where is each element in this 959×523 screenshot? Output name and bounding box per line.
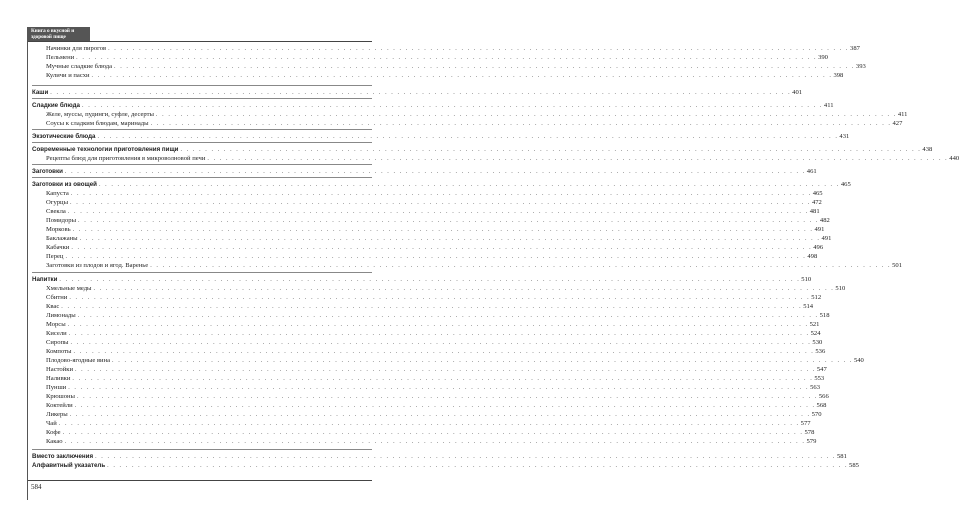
toc-page-number: 431: [839, 133, 850, 140]
toc-entry[interactable]: [32, 393, 829, 402]
toc-page-number: 578: [804, 429, 815, 436]
leader-dots: . . . . . . . . . . . . . . . . . . . . . . . . . . . . . . . . . . . . . . . . . . . . . . . . . . . . . . . . . . . . . . . . . . . . . . . . . . . . . . . . . . . . . . . . . . . . . . . . . . . . . . . . . . . . . . . . . . . . . . . .: [72, 376, 814, 382]
leader-dots: . . . . . . . . . . . . . . . . . . . . . . . . . . . . . . . . . . . . . . . . . . . . . . . . . . . . . . . . . . . . . . . . . . . . . . . . . . . . . . . . . . . . . . . . . . . . . . . . . . . . . . . . . . . . . . . . . . . . . . . .: [72, 227, 814, 233]
toc-page-number: 553: [814, 375, 825, 382]
toc-page-number: 579: [806, 438, 817, 445]
toc-entry[interactable]: [32, 244, 824, 253]
toc-label: Алфавитный указатель: [32, 462, 106, 469]
toc-label: Мучные сладкие блюда: [46, 63, 113, 70]
toc-page-number: 563: [810, 384, 820, 391]
toc-label: Коктейли: [46, 402, 73, 409]
toc-label: Вместо заключения: [32, 453, 94, 460]
toc-page-number: 438: [922, 146, 933, 153]
toc-entry[interactable]: [32, 294, 822, 303]
page-number: 584: [31, 483, 42, 491]
toc-entry[interactable]: [32, 411, 822, 420]
toc-page-number: 465: [840, 181, 851, 188]
toc-entry[interactable]: [32, 208, 820, 217]
toc-entry[interactable]: [32, 262, 903, 271]
toc-entry[interactable]: [32, 321, 820, 330]
leader-dots: . . . . . . . . . . . . . . . . . . . . . . . . . . . . . . . . . . . . . . . . . . . . . . . . . . . . . . . . . . . . . . . . . . . . . . . . . . . . . . . . . . . . . . . . . . . . . . . . . . . . . . . . . . . . . . . . . . . . . . . .: [62, 430, 804, 436]
leader-dots: . . . . . . . . . . . . . . . . . . . . . . . . . . . . . . . . . . . . . . . . . . . . . . . . . . . . . . . . . . . . . . . . . . . . . . . . . . . . . . . . . . . . . . . . . . . . . . . . . . . . . . . . . . . . . . . . . . . . . . . .: [107, 463, 849, 469]
toc-label: Каши: [32, 89, 49, 96]
leader-dots: . . . . . . . . . . . . . . . . . . . . . . . . . . . . . . . . . . . . . . . . . . . . . . . . . . . . . . . . . . . . . . . . . . . . . . . . . . . . . . . . . . . . . . . . . . . . . . . . . . . . . . . . . . . . . . . . . . . . . . . .: [70, 200, 811, 206]
leader-dots: . . . . . . . . . . . . . . . . . . . . . . . . . . . . . . . . . . . . . . . . . . . . . . . . . . . . . . . . . . . . . . . . . . . . . . . . . . . . . . . . . . . . . . . . . . . . . . . . . . . . . . . . . . . . . . . . . . . . . . . .: [79, 236, 821, 242]
leader-dots: . . . . . . . . . . . . . . . . . . . . . . . . . . . . . . . . . . . . . . . . . . . . . . . . . . . . . . . . . . . . . . . . . . . . . . . . . . . . . . . . . . . . . . . . . . . . . . . . . . . . . . . . . . . . . . . . . . . . . . . .: [58, 421, 800, 427]
toc-page-number: 585: [849, 462, 859, 469]
toc-section[interactable]: [32, 168, 817, 177]
section-divider: [32, 164, 372, 165]
toc-label: Пунши: [46, 384, 67, 391]
toc-entry[interactable]: [32, 226, 825, 235]
toc-page-number: 530: [812, 339, 823, 346]
toc-page-number: 501: [892, 262, 903, 269]
toc-entry[interactable]: [32, 285, 846, 294]
toc-entry[interactable]: [32, 253, 818, 262]
toc-label: Морковь: [46, 226, 71, 233]
toc-entry[interactable]: [32, 72, 844, 81]
toc-page-number: 536: [815, 348, 826, 355]
toc-entry[interactable]: [32, 111, 908, 120]
leader-dots: . . . . . . . . . . . . . . . . . . . . . . . . . . . . . . . . . . . . . . . . . . . . . . . . . . . . . . . . . . . . . . . . . . . . . . . . . . . . . . . . . . . . . . . . . . . . . . . . . . . . . . . . . . . . . . . . . . . . . . . .: [93, 286, 835, 292]
leader-dots: . . . . . . . . . . . . . . . . . . . . . . . . . . . . . . . . . . . . . . . . . . . . . . . . . . . . . . . . . . . . . . . . . . . . . . . . . . . . . . . . . . . . . . . . . . . . . . . . . . . . . . . . . . . . . . . . . . . . . . . .: [69, 412, 811, 418]
toc-page-number: 512: [811, 294, 822, 301]
toc-label: Сиропы: [46, 339, 69, 346]
leader-dots: . . . . . . . . . . . . . . . . . . . . . . . . . . . . . . . . . . . . . . . . . . . . . . . . . . . . . . . . . . . . . . . . . . . . . . . . . . . . . . . . . . . . . . . . . . . . . . . . . . . . . . . . . . . . . . . . . . . . . . . .: [74, 367, 816, 373]
leader-dots: . . . . . . . . . . . . . . . . . . . . . . . . . . . . . . . . . . . . . . . . . . . . . . . . . . . . . . . . . . . . . . . . . . . . . . . . . . . . . . . . . . . . . . . . . . . . . . . . . . . . . . . . . . . . . . . . . . . . . . . .: [108, 46, 850, 52]
leader-dots: . . . . . . . . . . . . . . . . . . . . . . . . . . . . . . . . . . . . . . . . . . . . . . . . . . . . . . . . . . . . . . . . . . . . . . . . . . . . . . . . . . . . . . . . . . . . . . . . . . . . . . . . . . . . . . . . . . . . . . . .: [70, 191, 812, 197]
section-divider: [32, 98, 372, 99]
toc-page-number: 510: [835, 285, 846, 292]
left-margin-rule: [27, 27, 28, 500]
section-divider: [32, 272, 372, 273]
toc-label: Желе, муссы, пудинги, суфле, десерты: [46, 111, 154, 118]
toc-section[interactable]: [32, 89, 803, 98]
toc-page-number: 498: [807, 253, 818, 260]
leader-dots: . . . . . . . . . . . . . . . . . . . . . . . . . . . . . . . . . . . . . . . . . . . . . . . . . . . . . . . . . . . . . . . . . . . . . . . . . . . . . . . . . . . . . . . . . . . . . . . . . . . . . . . . . . . . . . . . . . . . . . . .: [91, 73, 833, 79]
toc-entry[interactable]: [32, 348, 826, 357]
toc-label: Какао: [46, 438, 63, 445]
toc-entry[interactable]: [32, 438, 817, 447]
toc-entry[interactable]: [32, 330, 821, 339]
header-rule: [28, 41, 372, 42]
toc-label: Современные технологии приготовления пищи: [32, 146, 179, 153]
toc-label: Пельмени: [46, 54, 75, 61]
toc-label: Перец: [46, 253, 64, 260]
toc-entry[interactable]: [32, 120, 903, 129]
section-divider: [32, 142, 372, 143]
leader-dots: . . . . . . . . . . . . . . . . . . . . . . . . . . . . . . . . . . . . . . . . . . . . . . . . . . . . . . . . . . . . . . . . . . . . . . . . . . . . . . . . . . . . . . . . . . . . . . . . . . . . . . . . . . . . . . . . . . . . . . . .: [207, 156, 949, 162]
section-divider: [32, 85, 372, 86]
toc-label: Сбитни: [46, 294, 68, 301]
toc-entry[interactable]: [32, 366, 827, 375]
leader-dots: . . . . . . . . . . . . . . . . . . . . . . . . . . . . . . . . . . . . . . . . . . . . . . . . . . . . . . . . . . . . . . . . . . . . . . . . . . . . . . . . . . . . . . . . . . . . . . . . . . . . . . . . . . . . . . . . . . . . . . . .: [114, 64, 855, 70]
leader-dots: . . . . . . . . . . . . . . . . . . . . . . . . . . . . . . . . . . . . . . . . . . . . . . . . . . . . . . . . . . . . . . . . . . . . . . . . . . . . . . . . . . . . . . . . . . . . . . . . . . . . . . . . . . . . . . . . . . . . . . . .: [73, 349, 815, 355]
toc-page-number: 411: [823, 102, 834, 109]
section-divider: [32, 129, 372, 130]
toc-label: Лимонады: [46, 312, 76, 319]
toc-page-number: 577: [800, 420, 811, 427]
toc-page-number: 491: [821, 235, 832, 242]
leader-dots: . . . . . . . . . . . . . . . . . . . . . . . . . . . . . . . . . . . . . . . . . . . . . . . . . . . . . . . . . . . . . . . . . . . . . . . . . . . . . . . . . . . . . . . . . . . . . . . . . . . . . . . . . . . . . . . . . . . . . . . .: [78, 218, 819, 224]
running-header: Книга о вкусной и здоровой пище: [28, 27, 90, 41]
toc-label: Кофе: [46, 429, 61, 436]
leader-dots: . . . . . . . . . . . . . . . . . . . . . . . . . . . . . . . . . . . . . . . . . . . . . . . . . . . . . . . . . . . . . . . . . . . . . . . . . . . . . . . . . . . . . . . . . . . . . . . . . . . . . . . . . . . . . . . . . . . . . . . .: [82, 103, 823, 109]
toc-entry[interactable]: [32, 402, 827, 411]
toc-label: Капуста: [46, 190, 69, 197]
toc-label: Заготовки: [32, 168, 63, 175]
toc-label: Плодово-ягодные вина: [46, 357, 111, 364]
leader-dots: . . . . . . . . . . . . . . . . . . . . . . . . . . . . . . . . . . . . . . . . . . . . . . . . . . . . . . . . . . . . . . . . . . . . . . . . . . . . . . . . . . . . . . . . . . . . . . . . . . . . . . . . . . . . . . . . . . . . . . . .: [95, 454, 836, 460]
toc-page-number: 570: [811, 411, 822, 418]
toc-page-number: 510: [801, 276, 812, 283]
toc-label: Огурцы: [46, 199, 69, 206]
toc-section[interactable]: [32, 146, 933, 155]
toc-entry[interactable]: [32, 155, 959, 164]
leader-dots: . . . . . . . . . . . . . . . . . . . . . . . . . . . . . . . . . . . . . . . . . . . . . . . . . . . . . . . . . . . . . . . . . . . . . . . . . . . . . . . . . . . . . . . . . . . . . . . . . . . . . . . . . . . . . . . . . . . . . . . .: [64, 169, 806, 175]
leader-dots: . . . . . . . . . . . . . . . . . . . . . . . . . . . . . . . . . . . . . . . . . . . . . . . . . . . . . . . . . . . . . . . . . . . . . . . . . . . . . . . . . . . . . . . . . . . . . . . . . . . . . . . . . . . . . . . . . . . . . . . .: [180, 147, 922, 153]
toc-label: Баклажаны: [46, 235, 78, 242]
toc-entry[interactable]: [32, 375, 825, 384]
toc-page-number: 465: [812, 190, 823, 197]
toc-section[interactable]: [32, 181, 851, 190]
toc-page-number: 491: [814, 226, 825, 233]
leader-dots: . . . . . . . . . . . . . . . . . . . . . . . . . . . . . . . . . . . . . . . . . . . . . . . . . . . . . . . . . . . . . . . . . . . . . . . . . . . . . . . . . . . . . . . . . . . . . . . . . . . . . . . . . . . . . . . . . . . . . . . .: [150, 263, 892, 269]
toc-label: Начинки для пирогов: [46, 45, 107, 52]
toc-page-number: 411: [897, 111, 908, 118]
leader-dots: . . . . . . . . . . . . . . . . . . . . . . . . . . . . . . . . . . . . . . . . . . . . . . . . . . . . . . . . . . . . . . . . . . . . . . . . . . . . . . . . . . . . . . . . . . . . . . . . . . . . . . . . . . . . . . . . . . . . . . . .: [68, 385, 810, 391]
toc-label: Наливки: [46, 375, 71, 382]
leader-dots: . . . . . . . . . . . . . . . . . . . . . . . . . . . . . . . . . . . . . . . . . . . . . . . . . . . . . . . . . . . . . . . . . . . . . . . . . . . . . . . . . . . . . . . . . . . . . . . . . . . . . . . . . . . . . . . . . . . . . . . .: [65, 254, 807, 260]
toc-page-number: 518: [819, 312, 830, 319]
toc-label: Ликеры: [46, 411, 68, 418]
toc-label: Напитки: [32, 276, 58, 283]
toc-section[interactable]: [32, 276, 812, 285]
leader-dots: . . . . . . . . . . . . . . . . . . . . . . . . . . . . . . . . . . . . . . . . . . . . . . . . . . . . . . . . . . . . . . . . . . . . . . . . . . . . . . . . . . . . . . . . . . . . . . . . . . . . . . . . . . . . . . . . . . . . . . . .: [59, 277, 801, 283]
leader-dots: . . . . . . . . . . . . . . . . . . . . . . . . . . . . . . . . . . . . . . . . . . . . . . . . . . . . . . . . . . . . . . . . . . . . . . . . . . . . . . . . . . . . . . . . . . . . . . . . . . . . . . . . . . . . . . . . . . . . . . . .: [67, 209, 809, 215]
toc-label: Соусы к сладким блюдам, маринады: [46, 120, 149, 127]
toc-label: Хмельные меды: [46, 285, 92, 292]
toc-label: Куличи и пасхи: [46, 72, 90, 79]
leader-dots: . . . . . . . . . . . . . . . . . . . . . . . . . . . . . . . . . . . . . . . . . . . . . . . . . . . . . . . . . . . . . . . . . . . . . . . . . . . . . . . . . . . . . . . . . . . . . . . . . . . . . . . . . . . . . . . . . . . . . . . .: [74, 403, 816, 409]
toc-page-number: 472: [811, 199, 822, 206]
leader-dots: . . . . . . . . . . . . . . . . . . . . . . . . . . . . . . . . . . . . . . . . . . . . . . . . . . . . . . . . . . . . . . . . . . . . . . . . . . . . . . . . . . . . . . . . . . . . . . . . . . . . . . . . . . . . . . . . . . . . . . . .: [67, 322, 809, 328]
section-divider: [32, 449, 372, 450]
toc-entry[interactable]: [32, 339, 823, 348]
section-divider: [32, 177, 372, 178]
toc-label: Настойки: [46, 366, 73, 373]
toc-entry[interactable]: [32, 312, 830, 321]
toc-entry[interactable]: [32, 54, 828, 63]
toc-page-number: 393: [855, 63, 866, 70]
toc-section[interactable]: [32, 133, 850, 142]
leader-dots: . . . . . . . . . . . . . . . . . . . . . . . . . . . . . . . . . . . . . . . . . . . . . . . . . . . . . . . . . . . . . . . . . . . . . . . . . . . . . . . . . . . . . . . . . . . . . . . . . . . . . . . . . . . . . . . . . . . . . . . .: [61, 304, 803, 310]
toc-entry[interactable]: [32, 63, 866, 72]
toc-page-number: 581: [836, 453, 847, 460]
toc-label: Экзотические блюда: [32, 133, 96, 140]
leader-dots: . . . . . . . . . . . . . . . . . . . . . . . . . . . . . . . . . . . . . . . . . . . . . . . . . . . . . . . . . . . . . . . . . . . . . . . . . . . . . . . . . . . . . . . . . . . . . . . . . . . . . . . . . . . . . . . . . . . . . . . .: [97, 134, 839, 140]
toc-entry[interactable]: [32, 303, 814, 312]
leader-dots: . . . . . . . . . . . . . . . . . . . . . . . . . . . . . . . . . . . . . . . . . . . . . . . . . . . . . . . . . . . . . . . . . . . . . . . . . . . . . . . . . . . . . . . . . . . . . . . . . . . . . . . . . . . . . . . . . . . . . . . .: [150, 121, 892, 127]
leader-dots: . . . . . . . . . . . . . . . . . . . . . . . . . . . . . . . . . . . . . . . . . . . . . . . . . . . . . . . . . . . . . . . . . . . . . . . . . . . . . . . . . . . . . . . . . . . . . . . . . . . . . . . . . . . . . . . . . . . . . . . .: [70, 340, 812, 346]
toc-label: Кисели: [46, 330, 67, 337]
toc-label: Чай: [46, 420, 57, 427]
leader-dots: . . . . . . . . . . . . . . . . . . . . . . . . . . . . . . . . . . . . . . . . . . . . . . . . . . . . . . . . . . . . . . . . . . . . . . . . . . . . . . . . . . . . . . . . . . . . . . . . . . . . . . . . . . . . . . . . . . . . . . . .: [76, 394, 818, 400]
toc-section[interactable]: [32, 453, 847, 462]
leader-dots: . . . . . . . . . . . . . . . . . . . . . . . . . . . . . . . . . . . . . . . . . . . . . . . . . . . . . . . . . . . . . . . . . . . . . . . . . . . . . . . . . . . . . . . . . . . . . . . . . . . . . . . . . . . . . . . . . . . . . . . .: [155, 112, 897, 118]
toc-label: Помидоры: [46, 217, 77, 224]
toc-label: Заготовки из овощей: [32, 181, 97, 188]
toc-page-number: 496: [813, 244, 824, 251]
toc-page-number: 461: [806, 168, 817, 175]
toc-entry[interactable]: [32, 217, 830, 226]
toc-entry[interactable]: [32, 199, 822, 208]
toc-entry[interactable]: [32, 429, 815, 438]
toc-label: Свекла: [46, 208, 66, 215]
toc-page-number: 524: [810, 330, 821, 337]
leader-dots: . . . . . . . . . . . . . . . . . . . . . . . . . . . . . . . . . . . . . . . . . . . . . . . . . . . . . . . . . . . . . . . . . . . . . . . . . . . . . . . . . . . . . . . . . . . . . . . . . . . . . . . . . . . . . . . . . . . . . . . .: [68, 331, 810, 337]
toc-entry[interactable]: [32, 384, 820, 393]
toc-page-number: 514: [803, 303, 814, 310]
toc-page-number: 568: [816, 402, 827, 409]
toc-label: Морсы: [46, 321, 66, 328]
toc-page-number: 398: [833, 72, 844, 79]
toc-label: Компоты: [46, 348, 72, 355]
toc-label: Кабачки: [46, 244, 70, 251]
leader-dots: . . . . . . . . . . . . . . . . . . . . . . . . . . . . . . . . . . . . . . . . . . . . . . . . . . . . . . . . . . . . . . . . . . . . . . . . . . . . . . . . . . . . . . . . . . . . . . . . . . . . . . . . . . . . . . . . . . . . . . . .: [112, 358, 853, 364]
leader-dots: . . . . . . . . . . . . . . . . . . . . . . . . . . . . . . . . . . . . . . . . . . . . . . . . . . . . . . . . . . . . . . . . . . . . . . . . . . . . . . . . . . . . . . . . . . . . . . . . . . . . . . . . . . . . . . . . . . . . . . . .: [98, 182, 840, 188]
leader-dots: . . . . . . . . . . . . . . . . . . . . . . . . . . . . . . . . . . . . . . . . . . . . . . . . . . . . . . . . . . . . . . . . . . . . . . . . . . . . . . . . . . . . . . . . . . . . . . . . . . . . . . . . . . . . . . . . . . . . . . . .: [50, 90, 792, 96]
toc-page-number: 481: [809, 208, 820, 215]
toc-label: Квас: [46, 303, 60, 310]
toc-page-number: 540: [853, 357, 864, 364]
toc-page-number: 440: [949, 155, 959, 162]
toc-page-number: 547: [816, 366, 827, 373]
leader-dots: . . . . . . . . . . . . . . . . . . . . . . . . . . . . . . . . . . . . . . . . . . . . . . . . . . . . . . . . . . . . . . . . . . . . . . . . . . . . . . . . . . . . . . . . . . . . . . . . . . . . . . . . . . . . . . . . . . . . . . . .: [76, 55, 818, 61]
toc-label: Сладкие блюда: [32, 102, 80, 109]
toc-label: Крюшоны: [46, 393, 75, 400]
leader-dots: . . . . . . . . . . . . . . . . . . . . . . . . . . . . . . . . . . . . . . . . . . . . . . . . . . . . . . . . . . . . . . . . . . . . . . . . . . . . . . . . . . . . . . . . . . . . . . . . . . . . . . . . . . . . . . . . . . . . . . . .: [77, 313, 819, 319]
toc-page-number: 401: [792, 89, 803, 96]
toc-section[interactable]: [32, 102, 834, 111]
toc-label: Заготовки из плодов и ягод. Варенье: [46, 262, 149, 269]
toc-page-number: 521: [809, 321, 820, 328]
toc-entry[interactable]: [32, 420, 811, 429]
toc-entry[interactable]: [32, 45, 860, 54]
toc-label: Рецепты блюд для приготовления в микроволновой печи: [46, 155, 206, 162]
toc-page-number: 427: [892, 120, 903, 127]
toc-entry[interactable]: [32, 357, 864, 366]
leader-dots: . . . . . . . . . . . . . . . . . . . . . . . . . . . . . . . . . . . . . . . . . . . . . . . . . . . . . . . . . . . . . . . . . . . . . . . . . . . . . . . . . . . . . . . . . . . . . . . . . . . . . . . . . . . . . . . . . . . . . . . .: [71, 245, 813, 251]
footer-rule: [28, 480, 372, 481]
toc-section[interactable]: [32, 462, 859, 471]
toc-page-number: 566: [818, 393, 829, 400]
toc-entry[interactable]: [32, 235, 832, 244]
toc-page-number: 387: [850, 45, 860, 52]
leader-dots: . . . . . . . . . . . . . . . . . . . . . . . . . . . . . . . . . . . . . . . . . . . . . . . . . . . . . . . . . . . . . . . . . . . . . . . . . . . . . . . . . . . . . . . . . . . . . . . . . . . . . . . . . . . . . . . . . . . . . . . .: [69, 295, 811, 301]
leader-dots: . . . . . . . . . . . . . . . . . . . . . . . . . . . . . . . . . . . . . . . . . . . . . . . . . . . . . . . . . . . . . . . . . . . . . . . . . . . . . . . . . . . . . . . . . . . . . . . . . . . . . . . . . . . . . . . . . . . . . . . .: [64, 439, 806, 445]
toc-entry[interactable]: [32, 190, 823, 199]
toc-page-number: 482: [819, 217, 830, 224]
toc-page-number: 390: [818, 54, 828, 61]
